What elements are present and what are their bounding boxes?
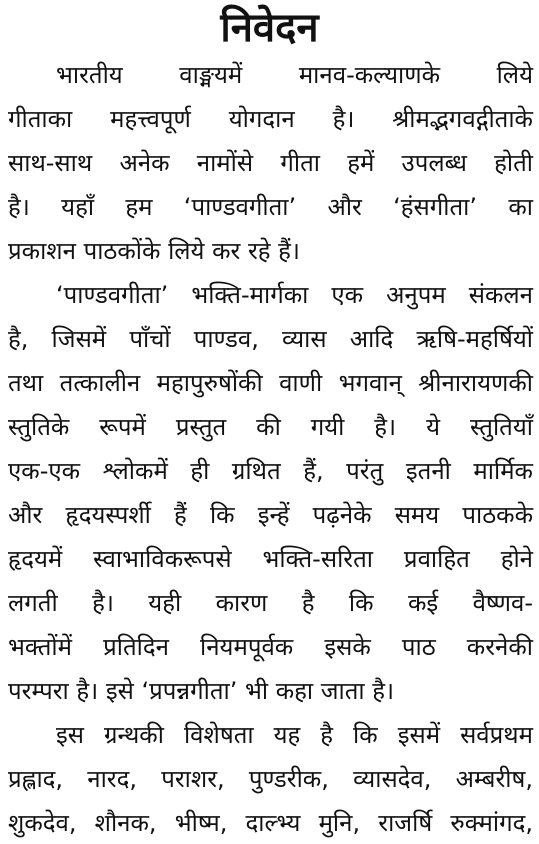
- paragraph-3-line-2: प्रह्लाद, नारद, पराशर, पुण्डरीक, व्यासदेव, अम्बरीष,: [8, 765, 533, 793]
- paragraph-2-line-7: हृदयमें स्वाभाविकरूपसे भक्ति-सरिता प्रवाहित होने: [8, 545, 533, 573]
- paragraph-1-line-5: प्रकाशन पाठकोंके लिये कर रहे हैं।: [8, 237, 301, 265]
- paragraph-1-line-1: भारतीय वाङ्मयमें मानव-कल्याणके लिये: [56, 61, 533, 89]
- paragraph-1-line-3: साथ-साथ अनेक नामोंसे गीता हमें उपलब्ध होती: [8, 149, 533, 177]
- paragraph-1-line-4: है। यहाँ हम ‘पाण्डवगीता’ और ‘हंसगीता’ का: [8, 193, 533, 221]
- paragraph-2-line-6: और हृदयस्पर्शी हैं कि इन्हें पढ़नेके समय पाठकके: [8, 501, 533, 529]
- paragraph-2-line-4: स्तुतिके रूपमें प्रस्तुत की गयी है। ये स्तुतियाँ: [8, 413, 533, 441]
- paragraph-2-line-1: ‘पाण्डवगीता’ भक्ति-मार्गका एक अनुपम संकलन: [56, 281, 533, 309]
- paragraph-3-line-3: शुकदेव, शौनक, भीष्म, दाल्भ्य मुनि, राजर्षि रुक्मांगद,: [8, 809, 533, 837]
- paragraph-2-line-5: एक-एक श्लोकमें ही ग्रथित हैं, परंतु इतनी मार्मिक: [8, 457, 533, 485]
- paragraph-1-line-2: गीताका महत्त्वपूर्ण योगदान है। श्रीमद्भगवद्गीताके: [8, 105, 533, 133]
- page-title: निवेदन: [220, 5, 319, 51]
- paragraph-2-line-8: लगती है। यही कारण है कि कई वैष्णव-: [8, 589, 533, 617]
- paragraph-2-line-3: तथा तत्कालीन महापुरुषोंकी वाणी भगवान् श्रीनारायणकी: [8, 369, 533, 397]
- paragraph-2-line-9: भक्तोंमें प्रतिदिन नियमपूर्वक इसके पाठ करनेकी: [8, 633, 533, 661]
- paragraph-2-line-2: है, जिसमें पाँचों पाण्डव, व्यास आदि ऋषि-महर्षियों: [8, 325, 533, 353]
- paragraph-2-line-10: परम्परा है। इसे ‘प्रपन्नगीता’ भी कहा जाता है।: [8, 677, 395, 705]
- paragraph-3-line-1: इस ग्रन्थकी विशेषता यह है कि इसमें सर्वप्रथम: [56, 721, 533, 749]
